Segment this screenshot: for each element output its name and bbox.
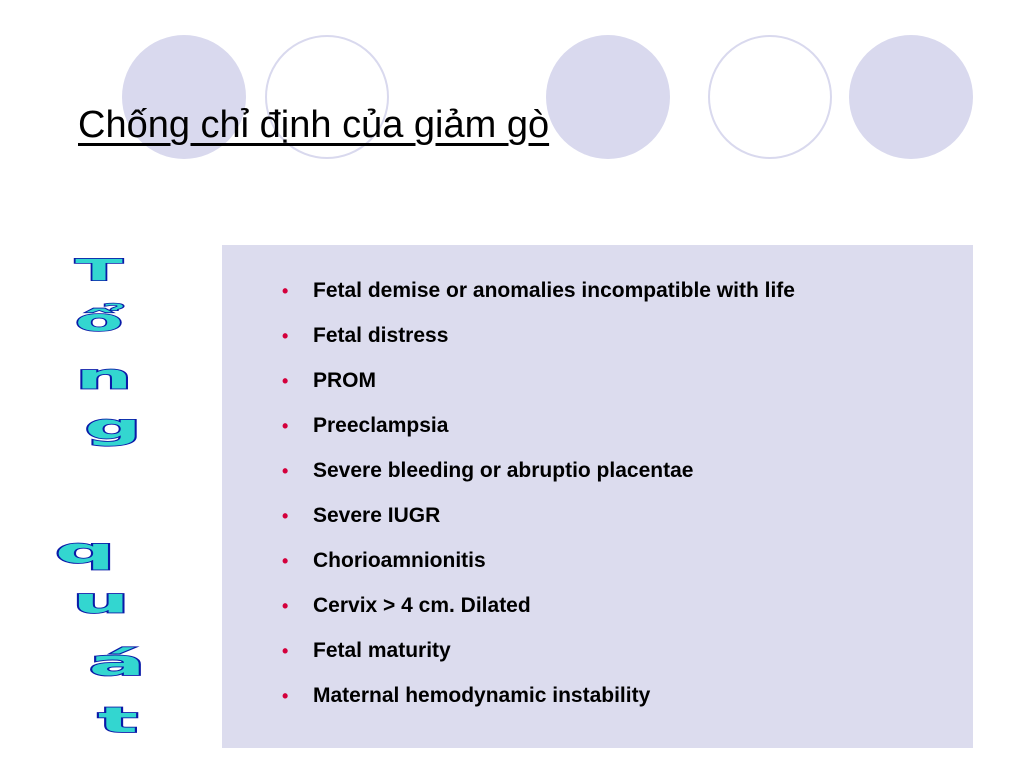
list-item — [282, 410, 795, 455]
slide-title: Chống chỉ định của giảm gò — [78, 104, 550, 146]
wordart-letter: T — [75, 252, 123, 288]
list-item-text: Severe bleeding or abruptio placentae — [313, 459, 694, 482]
list-item — [282, 635, 795, 680]
wordart-letter: n — [75, 358, 133, 397]
decorative-circle — [849, 35, 973, 159]
bullet-icon: • — [282, 551, 289, 571]
list-item — [282, 500, 795, 545]
wordart-vertical-title — [0, 0, 220, 768]
list-item-text: Preeclampsia — [313, 414, 449, 437]
list-item — [282, 320, 795, 365]
bullet-icon: • — [282, 686, 289, 706]
list-item — [282, 275, 795, 320]
bullet-icon: • — [282, 371, 289, 391]
bullet-icon: • — [282, 641, 289, 661]
wordart-letter: g — [84, 408, 142, 447]
bullet-icon: • — [282, 416, 289, 436]
list-item-text: Fetal distress — [313, 324, 449, 347]
content-panel — [222, 245, 973, 748]
list-item-text: Cervix > 4 cm. Dilated — [313, 594, 531, 617]
bullet-list — [282, 275, 795, 725]
bullet-icon: • — [282, 596, 289, 616]
wordart-letter: á — [88, 643, 146, 684]
wordart-letter: q — [54, 532, 116, 571]
bullet-icon: • — [282, 326, 289, 346]
list-item-text: Fetal demise or anomalies incompatible with life — [313, 279, 795, 302]
wordart-letter: ổ — [75, 302, 123, 338]
list-item — [282, 365, 795, 410]
list-item — [282, 590, 795, 635]
list-item-text: PROM — [313, 369, 376, 392]
list-item-text: Severe IUGR — [313, 504, 441, 527]
bullet-icon: • — [282, 281, 289, 301]
bullet-icon: • — [282, 461, 289, 481]
list-item — [282, 680, 795, 725]
list-item-text: Chorioamnionitis — [313, 549, 486, 572]
bullet-icon: • — [282, 506, 289, 526]
decorative-circle — [546, 35, 670, 159]
decorative-circle — [708, 35, 832, 159]
list-item — [282, 455, 795, 500]
list-item-text: Maternal hemodynamic instability — [313, 684, 651, 707]
wordart-letter: u — [72, 582, 130, 621]
list-item-text: Fetal maturity — [313, 639, 451, 662]
wordart-letter: t — [97, 700, 139, 741]
list-item — [282, 545, 795, 590]
